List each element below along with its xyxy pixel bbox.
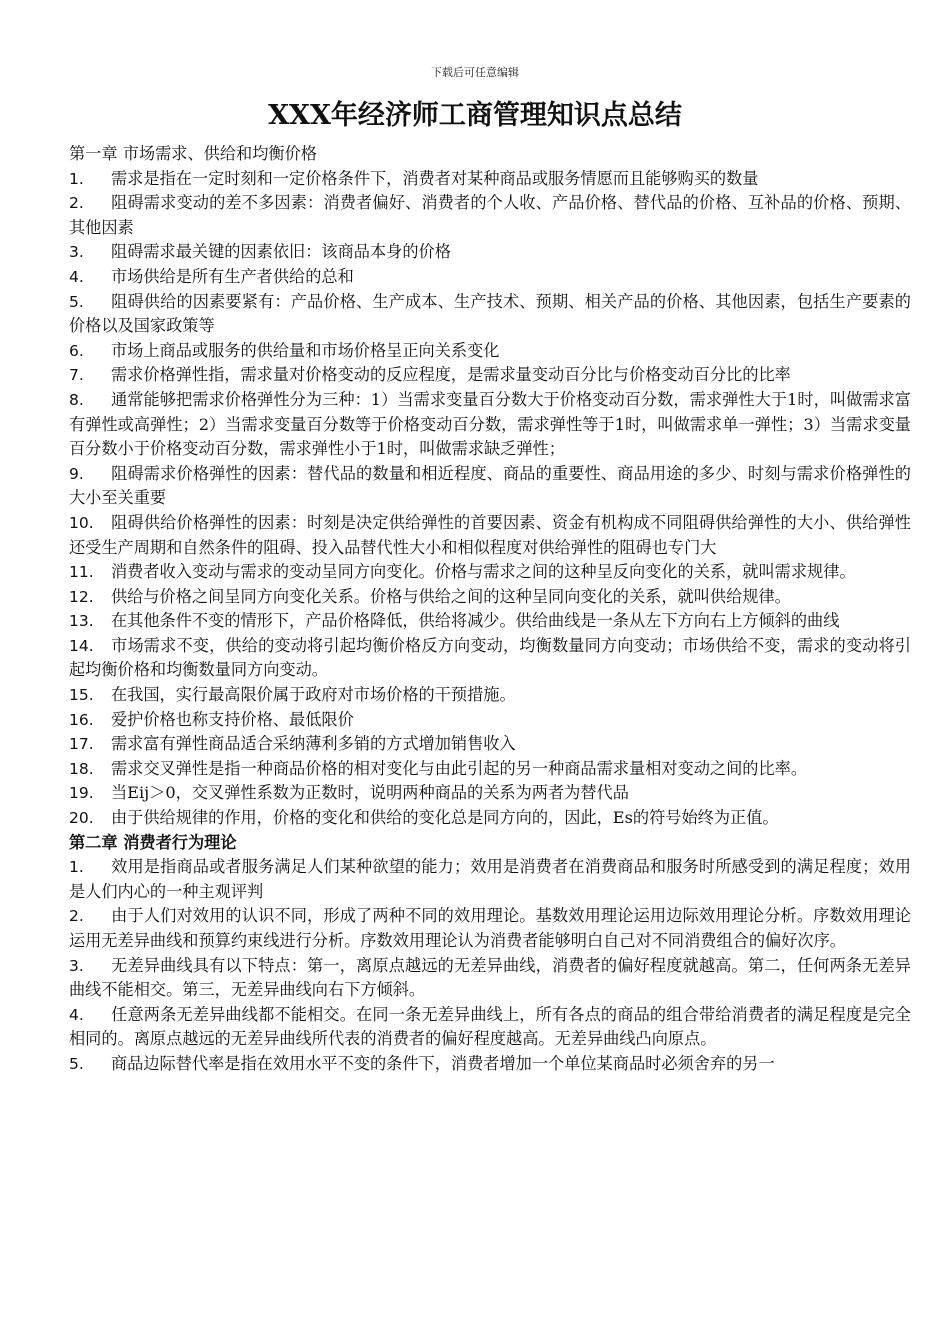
item-text: 任意两条无差异曲线都不能相交。在同一条无差异曲线上，所有各点的商品的组合带给消费者的满足程度是完全相同的。离原点越远的无差异曲线所代表的消费者的偏好程度越高。无差异曲线凸向原点。 <box>69 1004 911 1049</box>
item-number: 5. <box>69 1054 84 1073</box>
item-number: 19. <box>69 784 94 803</box>
item-number: 17. <box>69 735 94 754</box>
item-number: 16. <box>69 710 94 729</box>
list-item <box>69 585 911 610</box>
item-text: 需求价格弹性指，需求量对价格变动的反应程度，是需求量变动百分比与价格变动百分比的比率 <box>111 365 791 385</box>
item-number: 11. <box>69 563 94 582</box>
list-item <box>69 904 911 953</box>
list-item <box>69 708 911 733</box>
item-text: 消费者收入变动与需求的变动呈同方向变化。价格与需求之间的这种呈反向变化的关系，就叫需求规律。 <box>111 562 856 582</box>
item-number: 20. <box>69 809 94 828</box>
list-item <box>69 1003 911 1052</box>
item-number: 1. <box>69 858 84 877</box>
list-item <box>69 339 911 364</box>
item-text: 当Eij＞0，交叉弹性系数为正数时，说明两种商品的关系为两者为替代品 <box>111 783 629 803</box>
list-item <box>69 388 911 462</box>
list-item <box>69 781 911 806</box>
item-text: 无差异曲线具有以下特点：第一，离原点越远的无差异曲线，消费者的偏好程度就越高。第二，任何两条无差异曲线不能相交。第三，无差异曲线向右下方倾斜。 <box>69 955 911 1000</box>
list-item <box>69 634 911 683</box>
list-item <box>69 757 911 782</box>
item-number: 1. <box>69 169 84 188</box>
item-text: 阻碍供给的因素要紧有：产品价格、生产成本、生产技术、预期、相关产品的价格、其他因素，包括生产要素的价格以及国家政策等 <box>69 291 911 336</box>
item-number: 4. <box>69 1005 84 1024</box>
item-number: 13. <box>69 612 94 631</box>
item-text: 在其他条件不变的情形下，产品价格降低，供给将减少。供给曲线是一条从左下方向右上方倾斜的曲线 <box>111 611 840 631</box>
item-text: 由于供给规律的作用，价格的变化和供给的变化总是同方向的，因此，Es的符号始终为正值。 <box>111 808 779 828</box>
item-number: 12. <box>69 587 94 606</box>
item-text: 由于人们对效用的认识不同，形成了两种不同的效用理论。基数效用理论运用边际效用理论分析。序数效用理论运用无差异曲线和预算约束线进行分析。序数效用理论认为消费者能够明白自己对不同消费组合的偏好次序。 <box>69 906 911 950</box>
item-text: 需求交叉弹性是指一种商品价格的相对变化与由此引起的另一种商品需求量相对变动之间的比率。 <box>111 758 808 778</box>
item-number: 14. <box>69 636 94 655</box>
item-number: 2. <box>69 194 84 213</box>
item-text: 阻碍需求价格弹性的因素：替代品的数量和相近程度、商品的重要性、商品用途的多少、时刻与需求价格弹性的大小至关重要 <box>69 463 911 508</box>
list-item <box>69 290 911 339</box>
chapter-heading: 第二章 消费者行为理论 <box>69 832 237 852</box>
list-item <box>69 683 911 708</box>
document-body <box>69 142 911 1077</box>
list-item <box>69 806 911 831</box>
chapter-heading: 第一章 市场需求、供给和均衡价格 <box>69 144 317 163</box>
list-item <box>69 609 911 634</box>
item-number: 8. <box>69 390 84 409</box>
item-text: 供给与价格之间呈同方向变化关系。价格与供给之间的这种呈同向变化的关系，就叫供给规律。 <box>111 586 791 606</box>
list-item <box>69 855 911 904</box>
item-text: 爱护价格也称支持价格、最低限价 <box>111 709 354 729</box>
list-item <box>69 732 911 757</box>
item-text: 在我国，实行最高限价属于政府对市场价格的干预措施。 <box>111 685 516 705</box>
item-text: 阻碍需求最关键的因素依旧：该商品本身的价格 <box>111 242 451 262</box>
list-item <box>69 511 911 560</box>
item-number: 15. <box>69 686 94 705</box>
item-text: 通常能够把需求价格弹性分为三种：1）当需求变量百分数大于价格变动百分数，需求弹性大于1时，叫做需求富有弹性或高弹性；2）当需求变量百分数等于价格变动百分数，需求弹性等于1时，叫做需求单一弹性；3）当需求变量百分数小于价格变动百分数，需求弹性小于1时，叫做需求缺乏弹性； <box>69 389 911 459</box>
item-number: 18. <box>69 759 94 778</box>
item-number: 9. <box>69 464 84 483</box>
item-text: 需求富有弹性商品适合采纳薄利多销的方式增加销售收入 <box>111 734 516 754</box>
item-number: 10. <box>69 513 94 532</box>
item-number: 6. <box>69 341 84 360</box>
item-number: 4. <box>69 267 84 286</box>
document-title: XXX年经济师工商管理知识点总结 <box>268 100 682 131</box>
list-item <box>69 191 911 240</box>
item-text: 阻碍需求变动的差不多因素：消费者偏好、消费者的个人收、产品价格、替代品的价格、互补品的价格、预期、其他因素 <box>69 193 911 237</box>
list-item <box>69 265 911 290</box>
item-text: 市场供给是所有生产者供给的总和 <box>111 266 354 286</box>
list-item <box>69 167 911 192</box>
list-item <box>69 363 911 388</box>
item-text: 阻碍供给价格弹性的因素：时刻是决定供给弹性的首要因素、资金有机构成不同阻碍供给弹性的大小、供给弹性还受生产周期和自然条件的阻碍、投入品替代性大小和相似程度对供给弹性的阻碍也专门大 <box>69 512 911 557</box>
item-text: 市场上商品或服务的供给量和市场价格呈正向关系变化 <box>111 340 500 360</box>
item-number: 7. <box>69 366 84 385</box>
item-number: 3. <box>69 956 84 975</box>
list-item <box>69 462 911 511</box>
item-text: 市场需求不变，供给的变动将引起均衡价格反方向变动，均衡数量同方向变动；市场供给不变，需求的变动将引起均衡价格和均衡数量同方向变动。 <box>69 635 911 680</box>
item-text: 商品边际替代率是指在效用水平不变的条件下，消费者增加一个单位某商品时必须舍弃的另一 <box>111 1053 775 1073</box>
list-item <box>69 1052 911 1077</box>
list-item <box>69 954 911 1003</box>
header-note: 下载后可任意编辑 <box>431 66 519 79</box>
item-text: 需求是指在一定时刻和一定价格条件下，消费者对某种商品或服务情愿而且能够购买的数量 <box>111 168 759 188</box>
list-item <box>69 560 911 585</box>
list-item <box>69 240 911 265</box>
item-number: 5. <box>69 292 84 311</box>
item-number: 2. <box>69 907 84 926</box>
item-text: 效用是指商品或者服务满足人们某种欲望的能力；效用是消费者在消费商品和服务时所感受到的满足程度；效用是人们内心的一种主观评判 <box>69 857 911 901</box>
item-number: 3. <box>69 243 84 262</box>
